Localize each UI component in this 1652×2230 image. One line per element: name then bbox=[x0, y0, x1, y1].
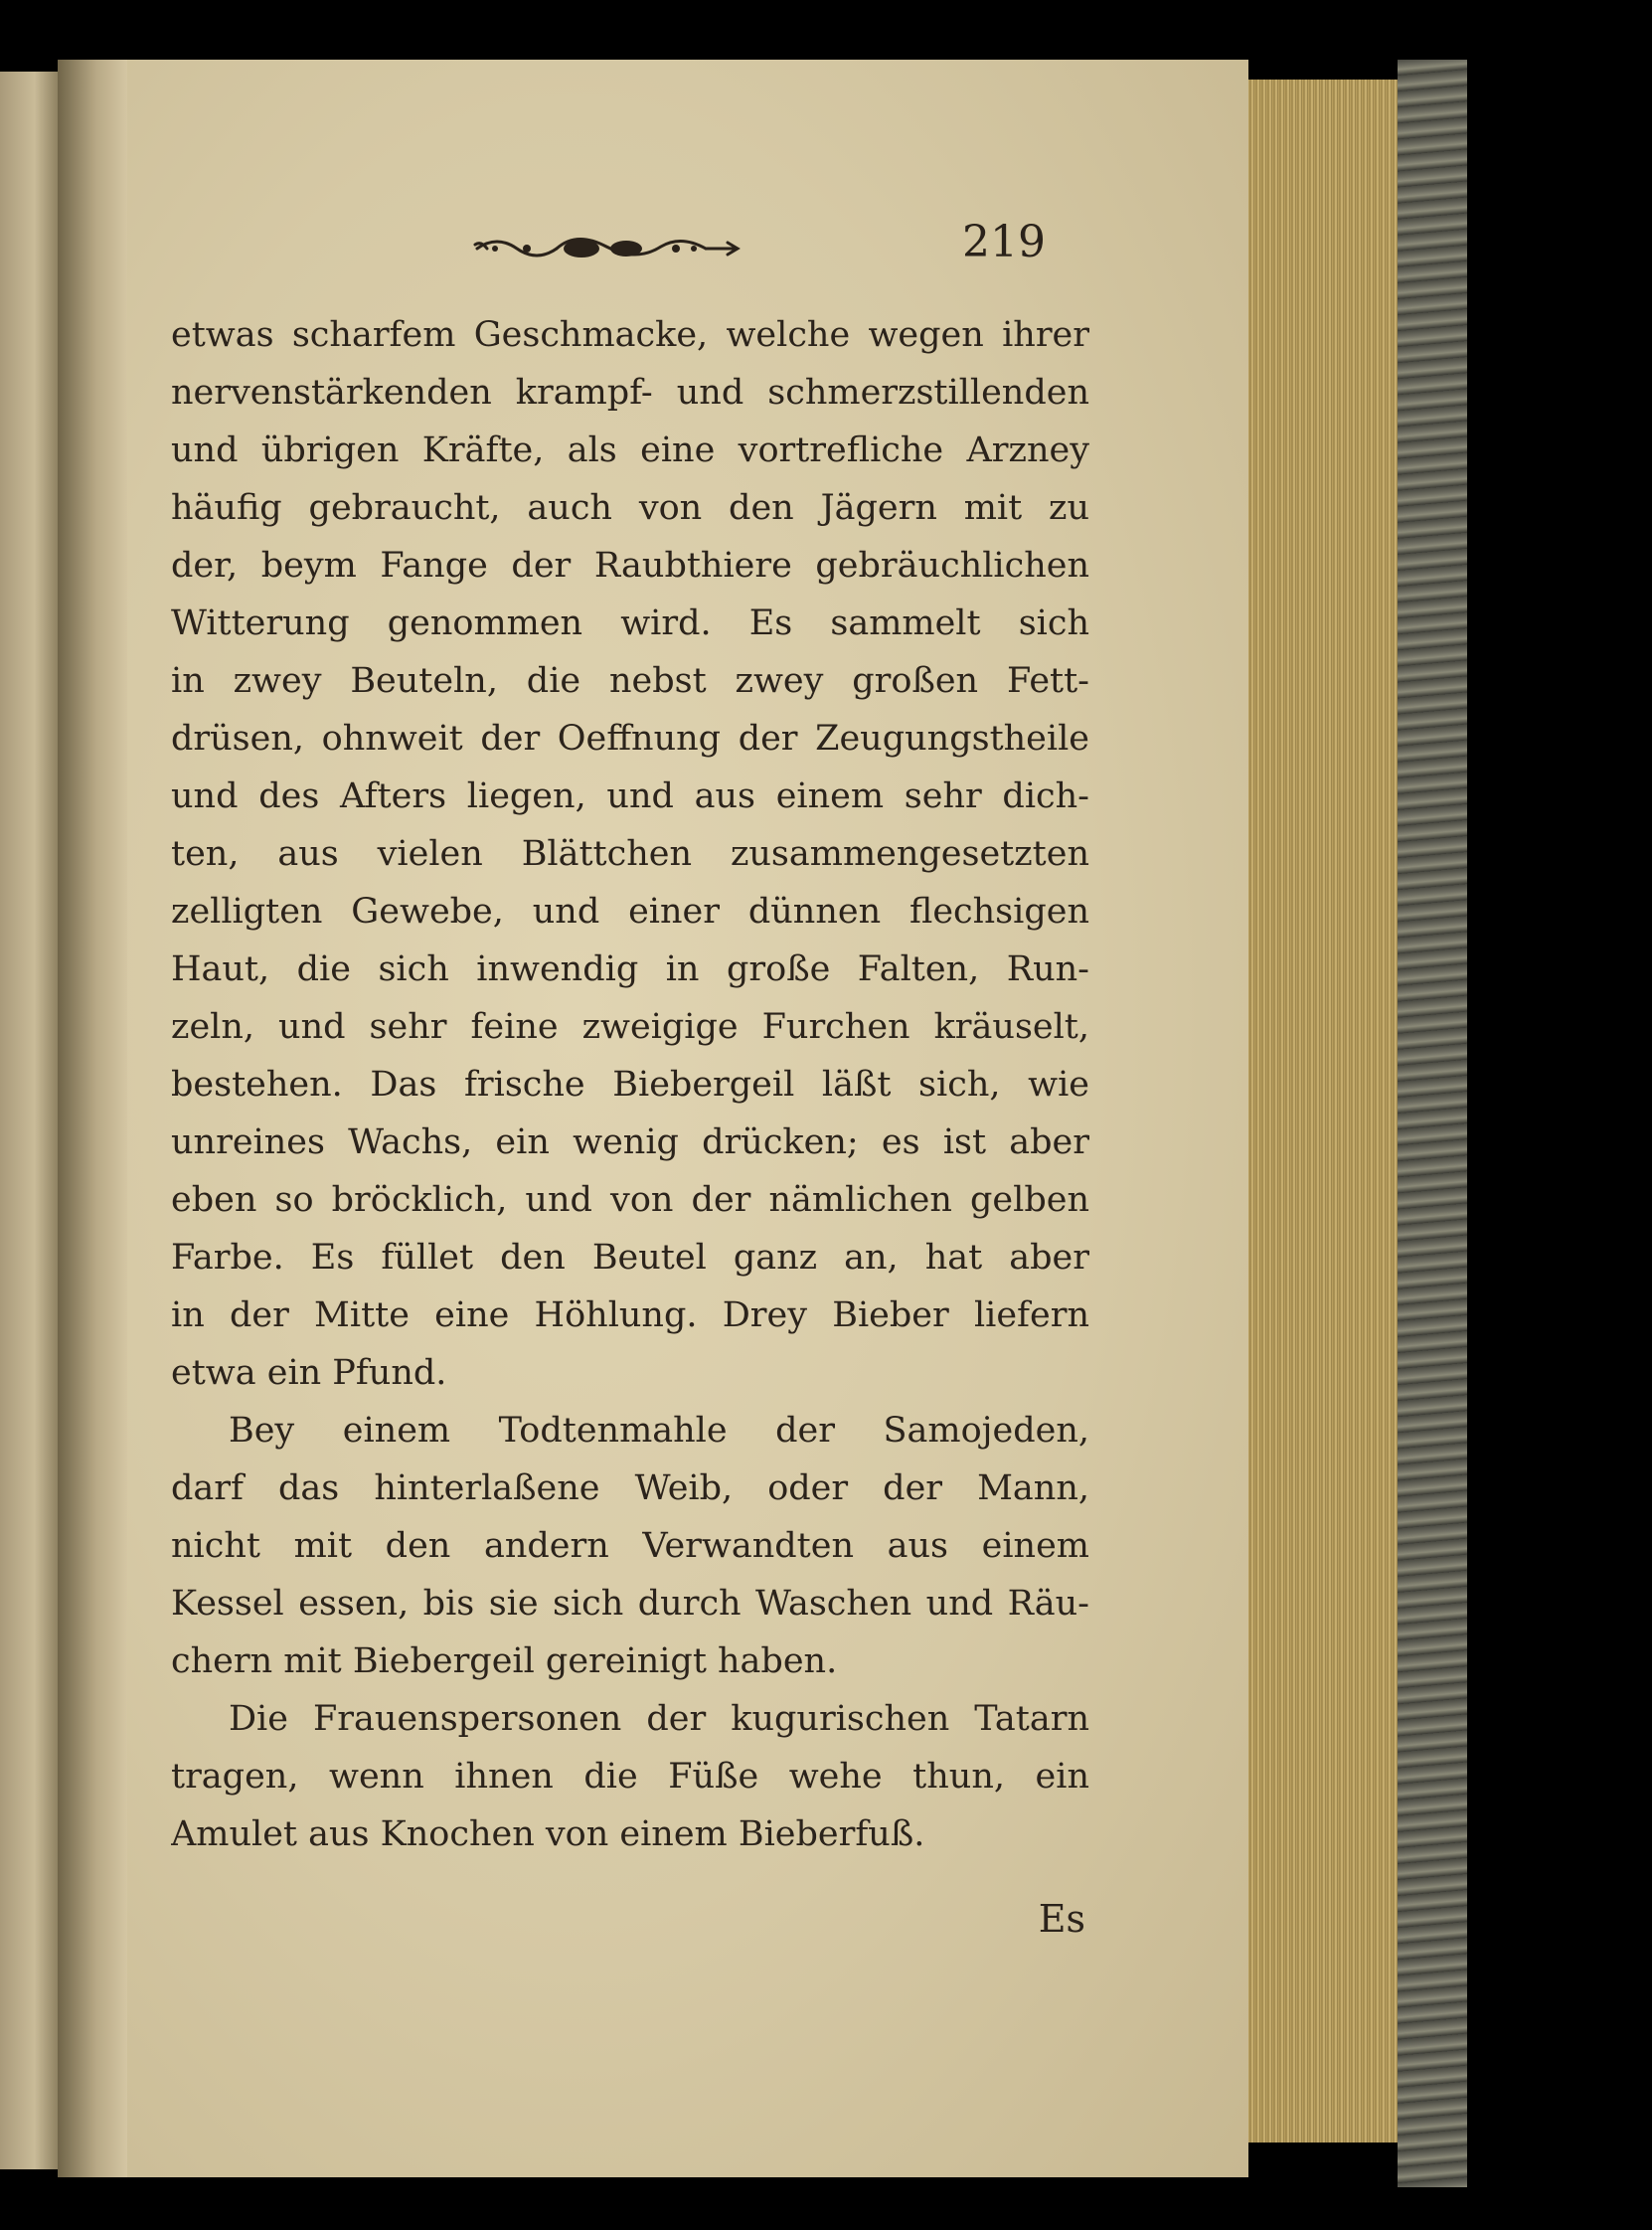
text-line: Farbe. Es füllet den Beutel ganz an, hat aber bbox=[171, 1238, 1089, 1278]
facing-page-edge bbox=[0, 72, 58, 2169]
text-line: etwa ein Pfund. bbox=[171, 1353, 447, 1393]
text-line: bestehen. Das frische Biebergeil läßt sich, wie bbox=[171, 1065, 1089, 1105]
text-line: Die Frauenspersonen der kugurischen Tatarn bbox=[229, 1699, 1089, 1739]
text-line: Kessel essen, bis sie sich durch Waschen und Räu- bbox=[171, 1584, 1089, 1624]
text-line: und übrigen Kräfte, als eine vortrefliche Arzney bbox=[171, 430, 1089, 470]
text-line: unreines Wachs, ein wenig drücken; es ist aber bbox=[171, 1122, 1089, 1162]
text-line: häufig gebraucht, auch von den Jägern mit zu bbox=[171, 488, 1089, 528]
book-cover-edge bbox=[1398, 60, 1467, 2187]
text-line: nervenstärkenden krampf- und schmerzstillenden bbox=[171, 373, 1089, 413]
text-line: ten, aus vielen Blättchen zusammengesetzten bbox=[171, 834, 1089, 874]
text-line: und des Afters liegen, und aus einem sehr dich- bbox=[171, 776, 1089, 816]
text-line: darf das hinterlaßene Weib, oder der Mann, bbox=[171, 1468, 1089, 1508]
body-text bbox=[171, 306, 1089, 1863]
text-line: in der Mitte eine Höhlung. Drey Bieber liefern bbox=[171, 1295, 1089, 1335]
book-gutter bbox=[58, 60, 127, 2177]
text-line: Amulet aus Knochen von einem Bieberfuß. bbox=[171, 1814, 925, 1854]
text-line: drüsen, ohnweit der Oeffnung der Zeugungstheile bbox=[171, 719, 1089, 759]
text-line: Witterung genommen wird. Es sammelt sich bbox=[171, 603, 1089, 643]
page-edges-stack bbox=[1248, 80, 1398, 2143]
text-line: eben so bröcklich, und von der nämlichen gelben bbox=[171, 1180, 1089, 1220]
vine-ornament-icon bbox=[467, 227, 745, 270]
text-line: zeln, und sehr feine zweigige Furchen kräuselt, bbox=[171, 1007, 1089, 1047]
text-line: chern mit Biebergeil gereinigt haben. bbox=[171, 1641, 838, 1681]
text-line: in zwey Beuteln, die nebst zwey großen Fett- bbox=[171, 661, 1089, 701]
text-line: Haut, die sich inwendig in große Falten, Run- bbox=[171, 949, 1089, 989]
page-number: 219 bbox=[962, 217, 1046, 267]
text-line: Bey einem Todtenmahle der Samojeden, bbox=[229, 1411, 1089, 1451]
catchword: Es bbox=[1038, 1897, 1085, 1941]
text-line: der, beym Fange der Raubthiere gebräuchlichen bbox=[171, 546, 1089, 586]
text-line: etwas scharfem Geschmacke, welche wegen ihrer bbox=[171, 315, 1089, 355]
text-line: tragen, wenn ihnen die Füße wehe thun, ein bbox=[171, 1757, 1089, 1797]
text-line: zelligten Gewebe, und einer dünnen flechsigen bbox=[171, 892, 1089, 932]
text-line: nicht mit den andern Verwandten aus einem bbox=[171, 1526, 1089, 1566]
